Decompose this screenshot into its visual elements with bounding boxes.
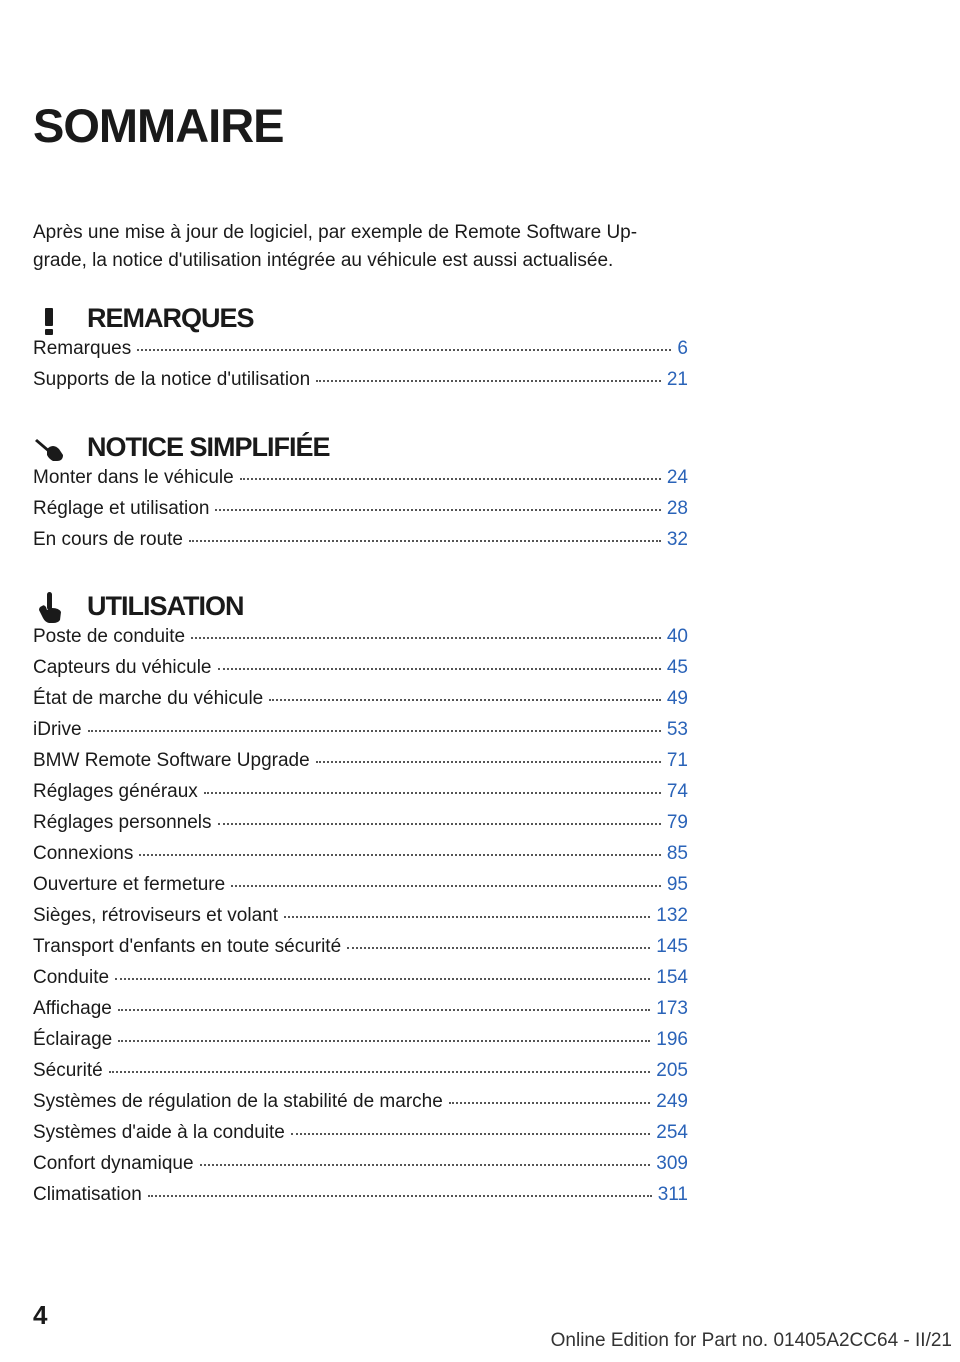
section-header (33, 298, 688, 338)
dot-leader (118, 1009, 650, 1011)
toc-entry-label: Ouverture et fermeture (33, 874, 226, 895)
toc-entry[interactable] (33, 998, 688, 1029)
dot-leader (139, 854, 661, 856)
footer-edition: Online Edition for Part no. 01405A2CC64 - II/21 (550, 1330, 952, 1351)
toc-entry-page-link[interactable]: 6 (677, 338, 688, 359)
dot-leader (148, 1195, 652, 1197)
toc-entry-page-link[interactable]: 254 (656, 1122, 688, 1143)
dot-leader (200, 1164, 651, 1166)
toc-entry-label: Réglages personnels (33, 812, 212, 833)
toc-entry-page-link[interactable]: 85 (666, 843, 688, 864)
toc-entry-label: Systèmes de régulation de la stabilité de marche (33, 1091, 443, 1112)
page-number: 4 (33, 1300, 48, 1330)
toc-entry[interactable] (33, 467, 688, 498)
toc-entry-page-link[interactable]: 311 (657, 1184, 688, 1205)
toc-entry-page-link[interactable]: 49 (666, 688, 688, 709)
section-title: UTILISATION (87, 591, 244, 621)
intro-text: Après une mise à jour de logiciel, par exemple de Remote Software Up-grade, la notice d'utilisation intégrée au véhicule est aussi actualisée. (33, 222, 638, 271)
toc-entry[interactable] (33, 1184, 688, 1215)
toc-entry[interactable] (33, 905, 688, 936)
toc-entry-label: Sécurité (33, 1060, 103, 1081)
toc-entry-label: Poste de conduite (33, 626, 186, 647)
toc-entry-page-link[interactable]: 32 (666, 529, 688, 550)
toc-entry-label: Confort dynamique (33, 1153, 194, 1174)
toc-entry-label: Systèmes d'aide à la conduite (33, 1122, 285, 1143)
toc-entry-page-link[interactable]: 79 (666, 812, 688, 833)
toc-entry-page-link[interactable]: 45 (666, 657, 688, 678)
toc-entry[interactable] (33, 967, 688, 998)
toc-list (33, 338, 688, 400)
toc-entry-page-link[interactable]: 196 (656, 1029, 688, 1050)
toc-entry[interactable] (33, 529, 688, 560)
dot-leader (137, 349, 671, 351)
toc-entry-page-link[interactable]: 132 (656, 905, 688, 926)
toc-entry-label: Éclairage (33, 1029, 113, 1050)
toc-list (33, 467, 688, 560)
toc-entry-label: Connexions (33, 843, 134, 864)
toc-entry-label: Remarques (33, 338, 132, 359)
toc-entry-label: Monter dans le véhicule (33, 467, 234, 488)
toc-entry[interactable] (33, 688, 688, 719)
toc-entry-label: Supports de la notice d'utilisation (33, 369, 311, 390)
toc-entry[interactable] (33, 626, 688, 657)
toc-entry[interactable] (33, 936, 688, 967)
toc-entry[interactable] (33, 812, 688, 843)
toc-entry[interactable] (33, 781, 688, 812)
toc-entry-page-link[interactable]: 95 (666, 874, 688, 895)
toc-entry-page-link[interactable]: 53 (666, 719, 688, 740)
dot-leader (284, 916, 650, 918)
exclamation-icon (33, 302, 67, 336)
dot-leader (449, 1102, 651, 1104)
dot-leader (215, 509, 660, 511)
toc-entry[interactable] (33, 1122, 688, 1153)
hand-touch-icon (33, 590, 67, 624)
section-utilisation (33, 586, 688, 1215)
toc-entry[interactable] (33, 1091, 688, 1122)
dot-leader (269, 699, 661, 701)
toc-entry[interactable] (33, 1060, 688, 1091)
toc-entry-page-link[interactable]: 205 (656, 1060, 688, 1081)
toc-entry-label: Capteurs du véhicule (33, 657, 212, 678)
dot-leader (231, 885, 661, 887)
dot-leader (240, 478, 661, 480)
toc-entry[interactable] (33, 843, 688, 874)
toc-entry[interactable] (33, 1029, 688, 1060)
dot-leader (88, 730, 661, 732)
toc-entry-label: Climatisation (33, 1184, 142, 1205)
section-title: NOTICE SIMPLIFIÉE (87, 432, 330, 462)
toc-entry-label: iDrive (33, 719, 82, 740)
toc-entry[interactable] (33, 1153, 688, 1184)
page-title: SOMMAIRE (33, 99, 284, 152)
section-header (33, 586, 688, 626)
section-title: REMARQUES (87, 303, 254, 333)
toc-entry[interactable] (33, 338, 688, 369)
toc-entry-page-link[interactable]: 71 (666, 750, 688, 771)
toc-entry-label: Réglages généraux (33, 781, 198, 802)
dot-leader (218, 668, 661, 670)
dot-leader (347, 947, 650, 949)
dot-leader (218, 823, 661, 825)
toc-entry-label: Sièges, rétroviseurs et volant (33, 905, 279, 926)
toc-entry-page-link[interactable]: 154 (656, 967, 688, 988)
toc-entry[interactable] (33, 369, 688, 400)
toc-entry-page-link[interactable]: 249 (656, 1091, 688, 1112)
dot-leader (109, 1071, 651, 1073)
toc-list (33, 626, 688, 1215)
toc-entry-page-link[interactable]: 145 (656, 936, 688, 957)
dot-leader (316, 761, 661, 763)
toc-entry-page-link[interactable]: 173 (656, 998, 688, 1019)
section-header (33, 427, 688, 467)
dot-leader (115, 978, 650, 980)
toc-entry-label: État de marche du véhicule (33, 688, 264, 709)
toc-entry-label: Affichage (33, 998, 112, 1019)
toc-entry-page-link[interactable]: 74 (666, 781, 688, 802)
toc-entry-page-link[interactable]: 28 (666, 498, 688, 519)
toc-entry[interactable] (33, 750, 688, 781)
toc-entry-page-link[interactable]: 309 (656, 1153, 688, 1174)
toc-entry[interactable] (33, 874, 688, 905)
toc-entry-label: BMW Remote Software Upgrade (33, 750, 310, 771)
pointing-finger-icon (33, 431, 67, 465)
section-remarques (33, 298, 688, 400)
toc-entry[interactable] (33, 657, 688, 688)
dot-leader (204, 792, 661, 794)
toc-entry-label: Réglage et utilisation (33, 498, 210, 519)
dot-leader (189, 540, 661, 542)
toc-entry-label: Conduite (33, 967, 110, 988)
toc-entry-label: Transport d'enfants en toute sécurité (33, 936, 342, 957)
toc-entry-label: En cours de route (33, 529, 183, 550)
toc-entry[interactable] (33, 719, 688, 750)
toc-entry[interactable] (33, 498, 688, 529)
dot-leader (191, 637, 661, 639)
dot-leader (118, 1040, 650, 1042)
dot-leader (291, 1133, 650, 1135)
dot-leader (316, 380, 661, 382)
toc-entry-page-link[interactable]: 21 (666, 369, 688, 390)
toc-entry-page-link[interactable]: 40 (666, 626, 688, 647)
toc-entry-page-link[interactable]: 24 (666, 467, 688, 488)
section-notice-simplifiee (33, 427, 688, 560)
